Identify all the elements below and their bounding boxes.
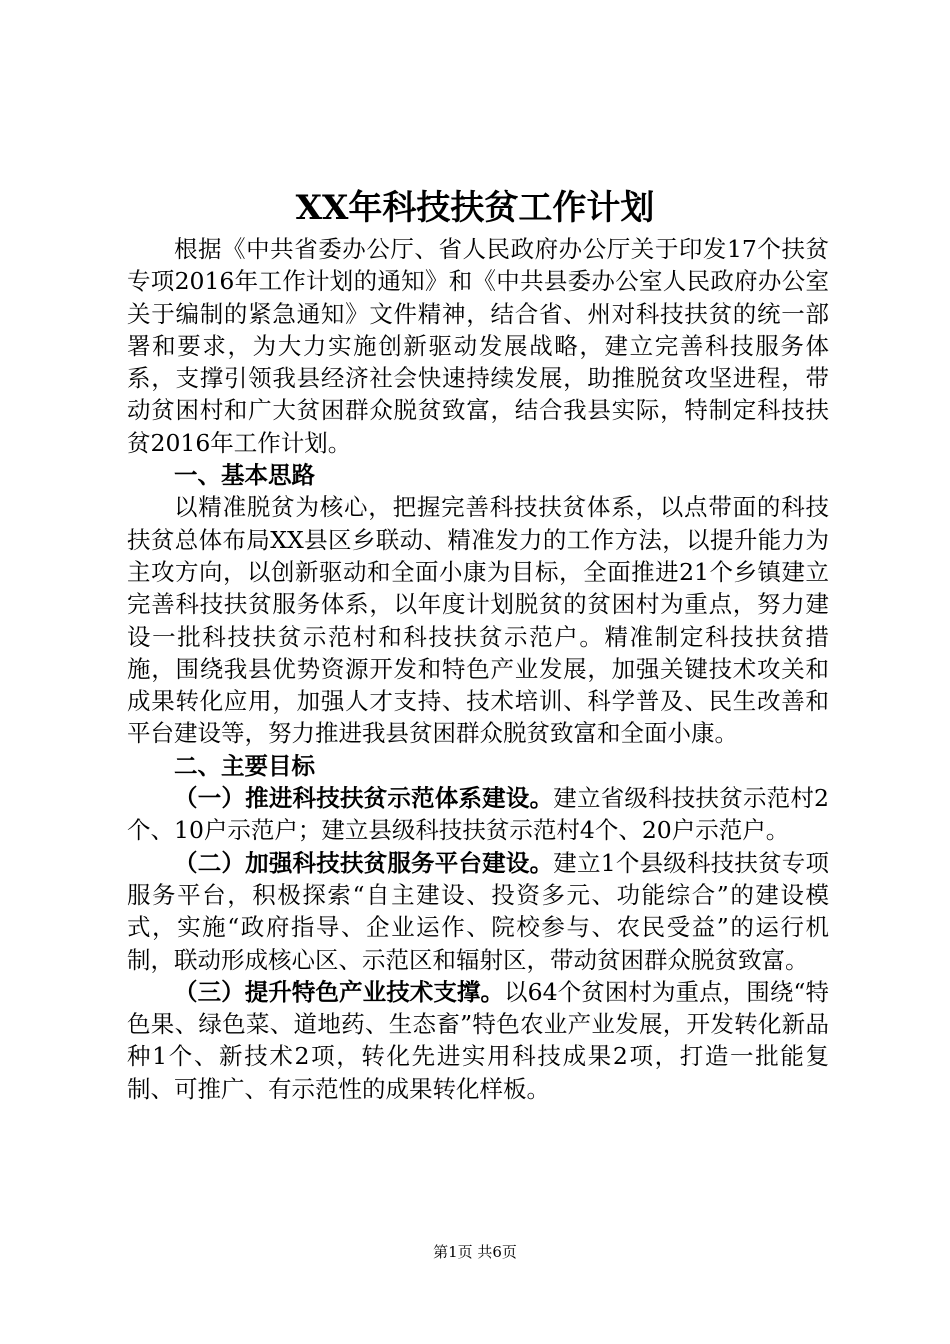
goal-item-text: 建立1个县级科技扶贫专项服务平台，积极探索“自主建设、投资多元、功能综合”的建设模式，实施“政府指导、企业运作、院校参与、农民受益”的运行机制，联动形成核心区、示范区和辐射区，带动贫困群众脱贫致富。 — [127, 848, 830, 974]
goal-item-lead: （二）加强科技扶贫服务平台建设。 — [174, 848, 554, 877]
goal-item — [127, 976, 829, 1105]
goal-item-lead: （一）推进科技扶贫示范体系建设。 — [174, 784, 554, 813]
goal-item-lead: （三）提升特色产业技术支撑。 — [174, 977, 505, 1006]
document-title: XX年科技扶贫工作计划 — [295, 188, 655, 228]
section-heading-main-goals: 二、主要目标 — [174, 751, 315, 780]
basic-approach-paragraph: 以精准脱贫为核心，把握完善科技扶贫体系，以点带面的科技扶贫总体布局XX县区乡联动、精准发力的工作方法，以提升能力为主攻方向，以创新驱动和全面小康为目标，全面推进21个乡镇建立完善科技扶贫服务体系，以年度计划脱贫的贫困村为重点，努力建设一批科技扶贫示范村和科技扶贫示范户。精准制定科技扶贫措施，围绕我县优势资源开发和特色产业发展，加强关键技术攻关和成果转化应用，加强人才支持、技术培训、科学普及、民生改善和平台建设等，努力推进我县贫困群众脱贫致富和全面小康。 — [127, 493, 829, 748]
goal-item-text: 建立省级科技扶贫示范村2个、10户示范户；建立县级科技扶贫示范村4个、20户示范户。 — [127, 784, 830, 845]
goal-item — [127, 782, 829, 847]
page-number-footer: 第1页 共6页 — [433, 1243, 517, 1261]
section-heading-basic-approach: 一、基本思路 — [174, 461, 315, 490]
goal-item — [127, 847, 829, 976]
document-body — [127, 233, 829, 1105]
intro-paragraph: 根据《中共省委办公厅、省人民政府办公厅关于印发17个扶贫专项2016年工作计划的通知》和《中共县委办公室人民政府办公室关于编制的紧急通知》文件精神，结合省、州对科技扶贫的统一部署和要求，为大力实施创新驱动发展战略，建立完善科技服务体系，支撑引领我县经济社会快速持续发展，助推脱贫攻坚进程，带动贫困村和广大贫困群众脱贫致富，结合我县实际，特制定科技扶贫2016年工作计划。 — [127, 235, 829, 457]
goal-item-text: 以64个贫困村为重点，围绕“特色果、绿色菜、道地药、生态畜”特色农业产业发展，开发转化新品种1个、新技术2项，转化先进实用科技成果2项，打造一批能复制、可推广、有示范性的成果转化样板。 — [127, 977, 829, 1103]
